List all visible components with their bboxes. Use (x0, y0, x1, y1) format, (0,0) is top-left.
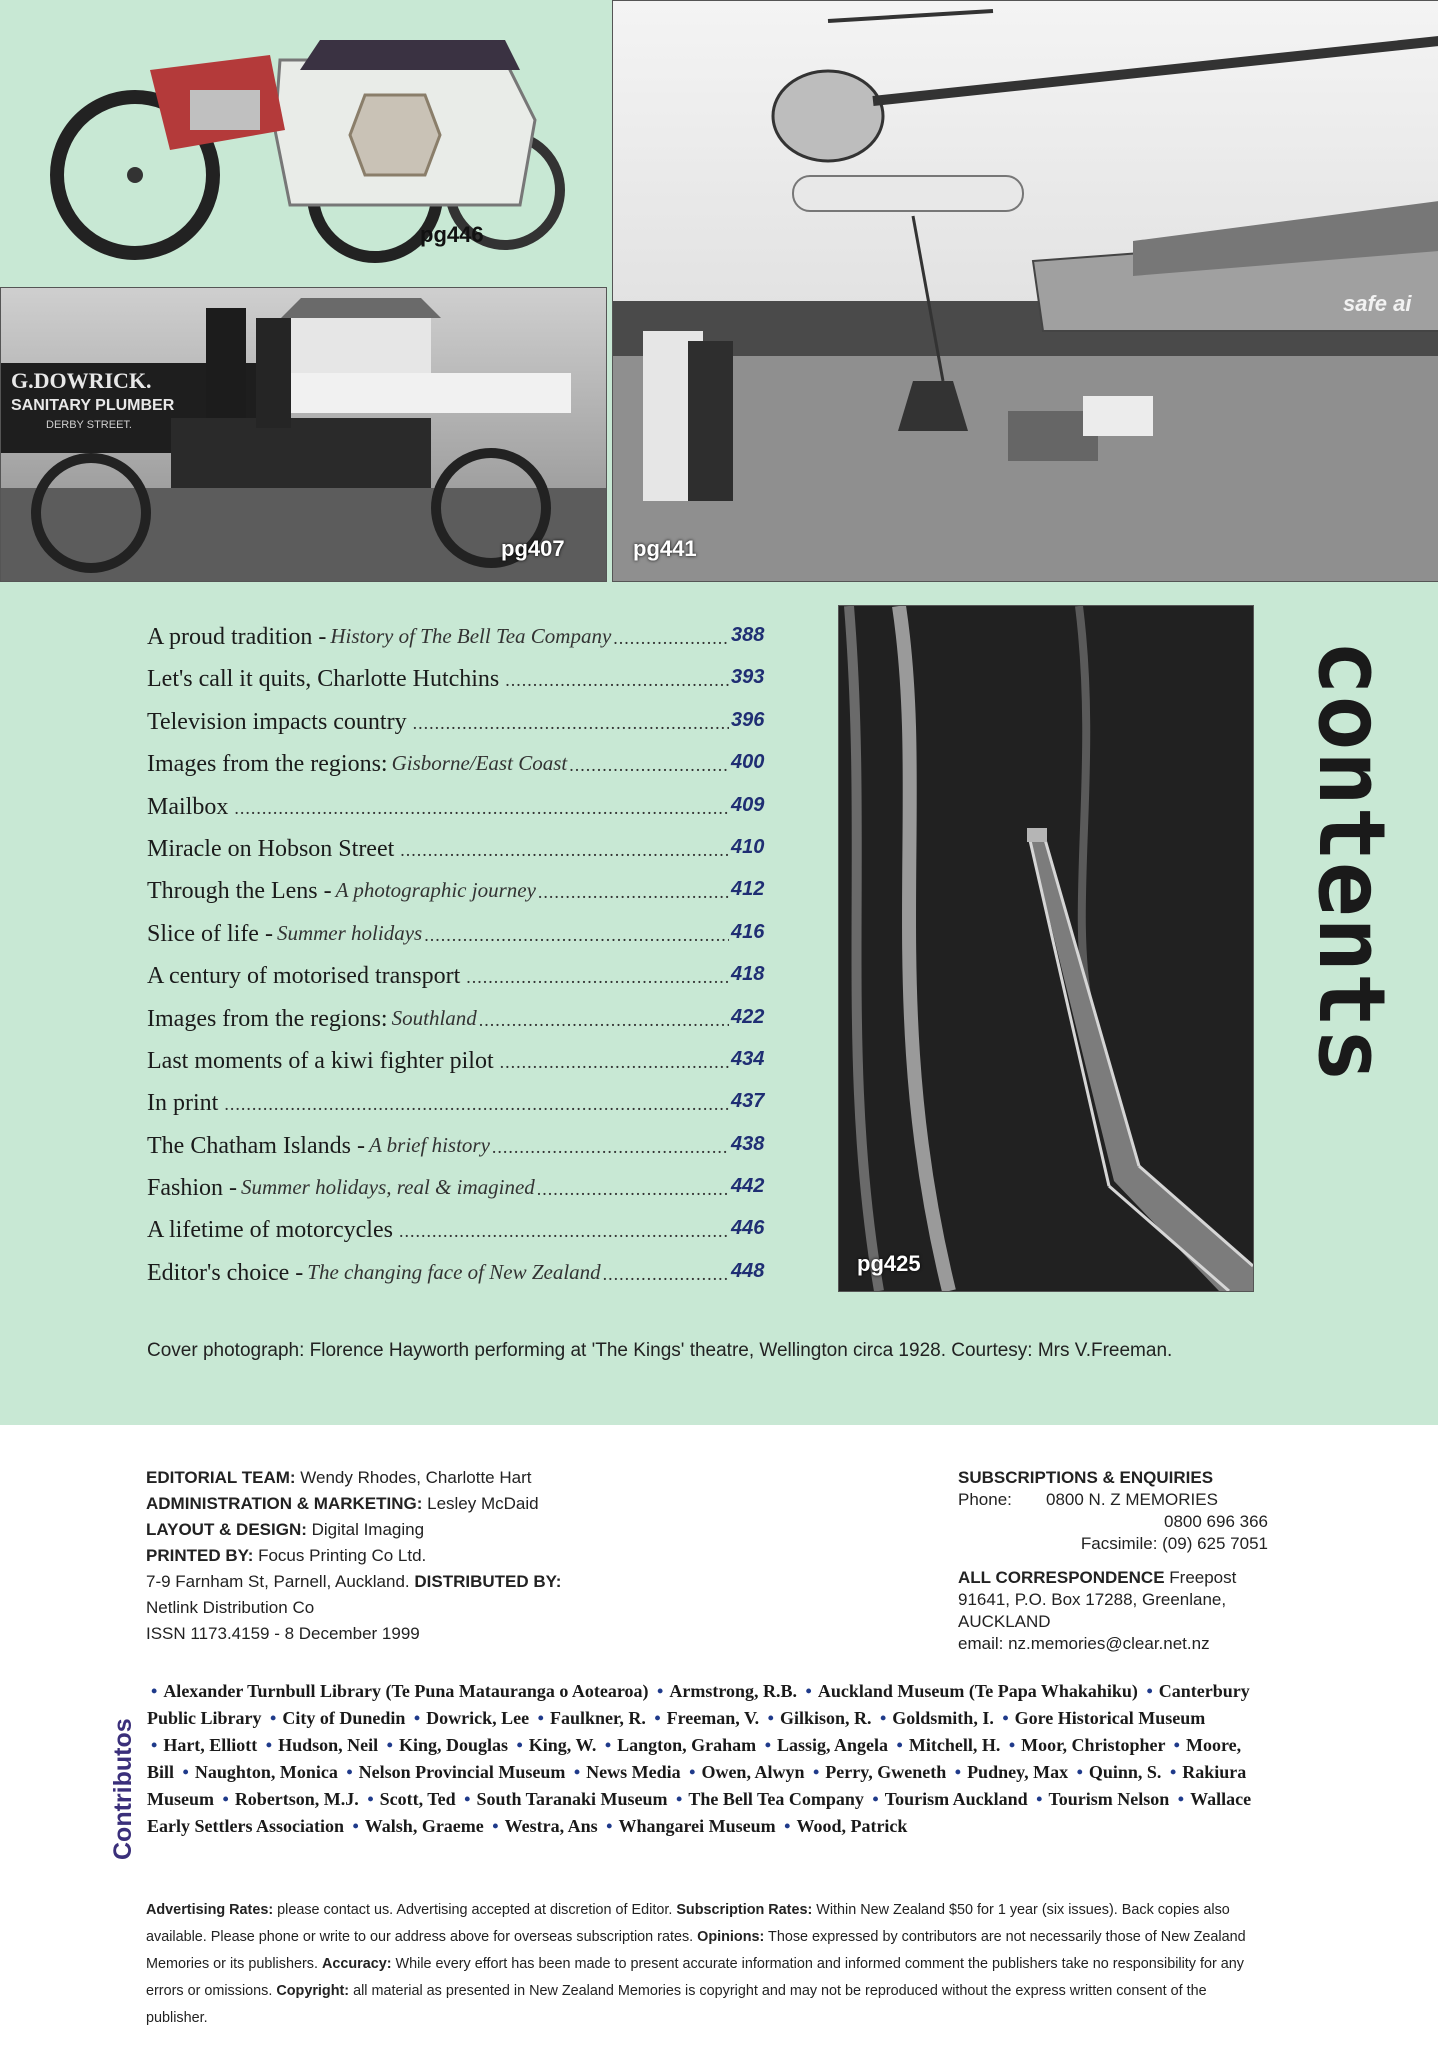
bullet-icon: • (676, 1789, 683, 1809)
subscriptions-info (958, 1467, 1268, 1655)
toc-subtitle: History of The Bell Tea Company (330, 624, 612, 648)
toc-entry[interactable] (147, 1133, 767, 1175)
layout-label: LAYOUT & DESIGN: (146, 1520, 307, 1539)
advertising-text: please contact us. Advertising accepted at discretion of Editor. (273, 1902, 677, 1918)
bullet-icon: • (151, 1681, 158, 1701)
toc-title: Images from the regions: (147, 751, 388, 778)
toc-entry[interactable] (147, 836, 767, 878)
contents-heading-text: contents (1300, 640, 1390, 1084)
photo-page-label-425: pg425 (857, 1251, 921, 1276)
toc-title: Images from the regions: (147, 1005, 388, 1032)
contributor-name: South Taranaki Museum (476, 1789, 668, 1809)
bullet-icon: • (1173, 1735, 1180, 1755)
contributor-name: Scott, Ted (379, 1789, 456, 1809)
contributor-name: The Bell Tea Company (688, 1789, 864, 1809)
contributor-name: Goldsmith, I. (892, 1708, 994, 1728)
cover-photo-caption: Cover photograph: Florence Hayworth performing at 'The Kings' theatre, Wellington circa 1928. Courtesy: Mrs V.Freeman. (147, 1340, 1173, 1361)
toc-title: A proud tradition - (147, 624, 327, 650)
contributor-name: News Media (586, 1762, 681, 1782)
admin-marketing-line (146, 1491, 606, 1517)
bullet-icon: • (464, 1789, 471, 1809)
contributor-name: Perry, Gweneth (825, 1762, 947, 1782)
printed-value: Focus Printing Co Ltd. (253, 1546, 427, 1565)
bullet-icon: • (265, 1735, 273, 1755)
toc-page: 410 (731, 835, 765, 858)
contributor-name: Dowrick, Lee (426, 1708, 530, 1728)
toc-title: Through the Lens - (147, 878, 332, 905)
contributor-name: Freeman, V. (666, 1708, 760, 1728)
bush-railway-photo (838, 605, 1254, 1292)
bullet-icon: • (516, 1735, 523, 1755)
toc-entry[interactable] (147, 921, 767, 963)
toc-leader (505, 666, 729, 693)
subscription-rates-text: Within New Zealand $50 for 1 year (six issues). Back copies also available. Please phone or write to our address above for overseas subscription rates. (146, 1902, 1230, 1945)
toc-title: Last moments of a kiwi fighter pilot (147, 1047, 494, 1074)
bullet-icon: • (1169, 1762, 1177, 1782)
fax-line: Facsimile: (09) 625 7051 (1080, 1534, 1268, 1553)
contributor-name: Wood, Patrick (796, 1816, 908, 1836)
bullet-icon: • (784, 1816, 791, 1836)
contributor-name: Quinn, S. (1088, 1762, 1162, 1782)
sign-street-text: DERBY STREET. (46, 419, 132, 431)
toc-page: 418 (731, 963, 765, 986)
toc-entry[interactable] (147, 666, 767, 708)
toc-leader (492, 1133, 729, 1160)
distributed-label: DISTRIBUTED BY: (414, 1572, 562, 1591)
toc-page: 409 (731, 793, 765, 816)
toc-leader (399, 1217, 729, 1244)
toc-entry[interactable] (147, 624, 767, 666)
contributor-name: Faulkner, R. (549, 1708, 646, 1728)
issn-line: ISSN 1173.4159 - 8 December 1999 (146, 1624, 420, 1643)
printed-label: PRINTED BY: (146, 1546, 254, 1565)
contributor-name: Gilkison, R. (779, 1708, 872, 1728)
printer-address-line (146, 1569, 606, 1621)
vintage-plumber-car-photo (0, 287, 607, 582)
bullet-icon: • (151, 1735, 158, 1755)
toc-title: Miracle on Hobson Street (147, 835, 395, 862)
toc-entry[interactable] (147, 878, 767, 920)
photo-page-label-407: pg407 (501, 536, 565, 561)
contributor-name: Moor, Christopher (1021, 1735, 1166, 1755)
toc-page: 442 (731, 1175, 765, 1198)
contributor-name: Canterbury Public Library (147, 1681, 1250, 1728)
opinions-text: Those expressed by contributors are not necessarily those of New Zealand Memories or its publishers. (146, 1929, 1246, 1972)
toc-subtitle: A brief history (368, 1132, 490, 1157)
bullet-icon: • (872, 1789, 879, 1809)
bullet-icon: • (346, 1762, 353, 1782)
accuracy-label: Accuracy: (321, 1956, 392, 1972)
toc-title: Mailbox (147, 793, 229, 820)
correspondence-line (958, 1567, 1268, 1633)
toc-leader (603, 1260, 729, 1287)
editorial-team-label: EDITORIAL TEAM: (146, 1468, 296, 1487)
contributor-name: Pudney, Max (967, 1762, 1069, 1782)
editorial-team-value: Wendy Rhodes, Charlotte Hart (295, 1468, 532, 1487)
phone-label: Phone: (958, 1490, 1012, 1509)
bullet-icon: • (352, 1816, 359, 1836)
contributor-name: Whangarei Museum (618, 1816, 776, 1836)
toc-leader (224, 1090, 729, 1117)
accuracy-text: While every effort has been made to present accurate information and informed comment the publishers take no responsibility for any errors or omissions. (146, 1956, 1244, 1999)
contributor-name: Owen, Alwyn (701, 1762, 805, 1782)
toc-title: A century of motorised transport (147, 963, 461, 990)
bullet-icon: • (367, 1789, 374, 1809)
table-of-contents (147, 624, 767, 1302)
layout-design-line (146, 1517, 606, 1543)
contributor-name: Tourism Nelson (1048, 1789, 1170, 1809)
bullet-icon: • (764, 1735, 771, 1755)
contributors-list (147, 1678, 1257, 1840)
toc-leader (569, 751, 729, 778)
contributors-side-text: Contributos (109, 1718, 137, 1860)
toc-page: 396 (731, 708, 765, 731)
toc-title: Editor's choice - (147, 1259, 304, 1286)
toc-subtitle: Summer holidays (276, 920, 423, 945)
bullet-icon: • (573, 1762, 581, 1782)
bullet-icon: • (270, 1708, 277, 1728)
bullet-icon: • (767, 1708, 774, 1728)
toc-page: 393 (731, 666, 765, 689)
contributor-name: Hudson, Neil (278, 1735, 379, 1755)
contributor-name: Wallace Early Settlers Association (147, 1789, 1252, 1836)
toc-page: 400 (731, 751, 765, 774)
bullet-icon: • (413, 1708, 421, 1728)
toc-subtitle: Gisborne/East Coast (391, 751, 568, 776)
bullet-icon: • (1002, 1708, 1009, 1728)
admin-label: ADMINISTRATION & MARKETING: (146, 1494, 423, 1513)
correspondence-address: Freepost 91641, P.O. Box 17288, Greenlane, AUCKLAND (958, 1568, 1237, 1631)
bullet-icon: • (954, 1762, 962, 1782)
toc-leader (537, 1175, 729, 1202)
contributor-name: Auckland Museum (Te Papa Whakahiku) (817, 1681, 1138, 1701)
toc-title: Television impacts country (147, 708, 407, 735)
correspondence-label: ALL CORRESPONDENCE (958, 1568, 1165, 1587)
advertising-label: Advertising Rates: (146, 1902, 274, 1918)
contributor-name: Alexander Turnbull Library (Te Puna Matauranga o Aotearoa) (163, 1681, 649, 1701)
toc-subtitle: Summer holidays, real & imagined (241, 1175, 535, 1200)
bullet-icon: • (604, 1735, 612, 1755)
toc-subtitle: A photographic journey (335, 878, 536, 903)
toc-entry[interactable] (147, 1175, 767, 1217)
contributor-name: Moore, Bill (147, 1735, 1242, 1782)
toc-page: 434 (731, 1047, 765, 1070)
contributor-name: King, Douglas (398, 1735, 508, 1755)
bullet-icon: • (1177, 1789, 1185, 1809)
bullet-icon: • (492, 1816, 499, 1836)
subscriptions-heading: SUBSCRIPTIONS & ENQUIRIES (958, 1468, 1214, 1487)
bullet-icon: • (805, 1681, 812, 1701)
bullet-icon: • (654, 1708, 661, 1728)
spacer (958, 1555, 1268, 1567)
copyright-label: Copyright: (276, 1983, 350, 1999)
printed-by-line (146, 1543, 606, 1569)
toc-leader (424, 921, 729, 948)
contents-heading (1300, 640, 1390, 1160)
contributor-name: Nelson Provincial Museum (358, 1762, 566, 1782)
bullet-icon: • (689, 1762, 696, 1782)
toc-title: Fashion - (147, 1175, 237, 1202)
toc-page: 446 (731, 1217, 765, 1240)
bullet-icon: • (1146, 1681, 1153, 1701)
copyright-text: all material as presented in New Zealand Memories is copyright and may not be reproduced without the express written consent of the publisher. (146, 1983, 1207, 2026)
contributor-name: Hart, Elliott (163, 1735, 258, 1755)
toc-leader (479, 1006, 729, 1033)
toc-subtitle: The changing face of New Zealand (307, 1259, 601, 1284)
editorial-credits (146, 1465, 606, 1647)
plane-livery-text: safe ai (1343, 291, 1412, 316)
toc-title: Slice of life - (147, 920, 273, 947)
helicopter-airfield-photo (612, 0, 1438, 582)
contributor-name: Naughton, Monica (194, 1762, 338, 1782)
phone-number-2[interactable]: 0800 696 366 (1164, 1512, 1268, 1531)
layout-value: Digital Imaging (306, 1520, 425, 1539)
toc-page: 448 (731, 1259, 765, 1282)
contributors-side-label (101, 1685, 141, 1860)
toc-title: Let's call it quits, Charlotte Hutchins (147, 666, 500, 693)
toc-entry[interactable] (147, 709, 767, 751)
toc-page: 438 (731, 1132, 765, 1155)
toc-page: 422 (731, 1005, 765, 1028)
toc-page: 388 (731, 624, 765, 646)
bullet-icon: • (606, 1816, 613, 1836)
motorcycle-sidecar-photo (0, 0, 612, 282)
contributor-name: Mitchell, H. (908, 1735, 1001, 1755)
toc-entry[interactable] (147, 1090, 767, 1132)
toc-leader (500, 1048, 729, 1075)
toc-entry[interactable] (147, 1048, 767, 1090)
printer-address: 7-9 Farnham St, Parnell, Auckland. (146, 1572, 415, 1591)
publication-footer (146, 1897, 1256, 2032)
contributor-name: Langton, Graham (617, 1735, 757, 1755)
toc-entry[interactable] (147, 963, 767, 1005)
toc-entry[interactable] (147, 794, 767, 836)
contributor-name: Armstrong, R.B. (669, 1681, 798, 1701)
distributed-value: Netlink Distribution Co (146, 1598, 315, 1617)
toc-title: A lifetime of motorcycles (147, 1217, 393, 1244)
toc-entry[interactable] (147, 751, 767, 793)
toc-leader (234, 794, 729, 821)
opinions-label: Opinions: (697, 1929, 765, 1945)
toc-leader (466, 963, 729, 990)
toc-title: The Chatham Islands - (147, 1132, 365, 1159)
phone-number-1[interactable]: 0800 N. Z MEMORIES (1046, 1490, 1218, 1509)
bullet-icon: • (879, 1708, 887, 1728)
toc-leader (413, 709, 729, 736)
toc-leader (613, 624, 729, 651)
toc-entry[interactable] (147, 1006, 767, 1048)
editorial-team-line (146, 1465, 606, 1491)
contributor-name: Walsh, Graeme (364, 1816, 484, 1836)
contributor-name: Robertson, M.J. (234, 1789, 359, 1809)
contributor-name: Rakiura Museum (147, 1762, 1247, 1809)
toc-page: 437 (731, 1090, 765, 1113)
photo-page-label-446: pg446 (420, 222, 484, 247)
bullet-icon: • (222, 1789, 229, 1809)
bullet-icon: • (657, 1681, 664, 1701)
contributor-name: City of Dunedin (282, 1708, 406, 1728)
contributor-name: Tourism Auckland (884, 1789, 1028, 1809)
toc-page: 416 (731, 920, 765, 943)
bullet-icon: • (812, 1762, 820, 1782)
subscription-rates-label: Subscription Rates: (676, 1902, 813, 1918)
email-line[interactable]: email: nz.memories@clear.net.nz (958, 1634, 1210, 1653)
bullet-icon: • (1036, 1789, 1043, 1809)
bullet-icon: • (386, 1735, 393, 1755)
admin-value: Lesley McDaid (422, 1494, 539, 1513)
phone-line (958, 1489, 1268, 1511)
bullet-icon: • (1008, 1735, 1016, 1755)
toc-leader (400, 836, 729, 863)
photo-page-label-441: pg441 (633, 536, 697, 561)
toc-page: 412 (731, 878, 765, 901)
bullet-icon: • (182, 1762, 189, 1782)
sign-trade-text: SANITARY PLUMBER (11, 397, 175, 414)
contributor-name: Westra, Ans (504, 1816, 598, 1836)
contributor-name: Gore Historical Museum (1014, 1708, 1206, 1728)
sign-name-text: G.DOWRICK. (11, 368, 152, 393)
contributor-name: Lassig, Angela (777, 1735, 889, 1755)
toc-leader (538, 878, 729, 905)
toc-subtitle: Southland (391, 1005, 477, 1030)
toc-entry[interactable] (147, 1260, 767, 1302)
toc-entry[interactable] (147, 1217, 767, 1259)
bullet-icon: • (1076, 1762, 1083, 1782)
toc-title: In print (147, 1090, 219, 1117)
bullet-icon: • (537, 1708, 544, 1728)
contributor-name: King, W. (528, 1735, 597, 1755)
bullet-icon: • (896, 1735, 903, 1755)
